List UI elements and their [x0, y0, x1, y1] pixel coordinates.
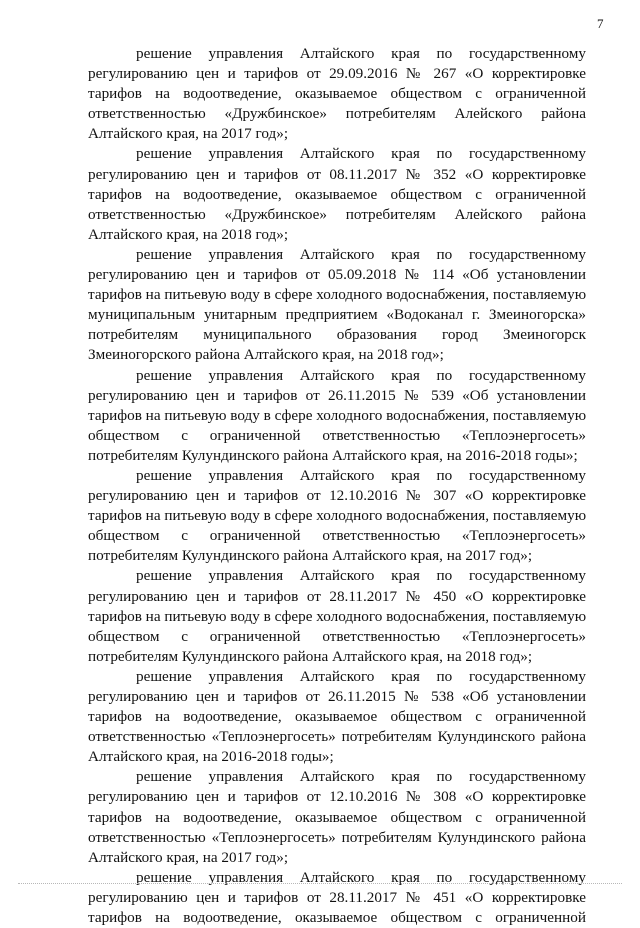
paragraph-line: муниципальным унитарным предприятием «Водоканал г. Змеиногорска» [88, 306, 586, 324]
paragraph-line: решение управления Алтайского края по государственному [136, 466, 586, 484]
paragraph-line: регулированию цен и тарифов от 29.09.2016 № 267 «О корректировке [88, 65, 586, 83]
paragraph-line: тарифов на водоотведение, оказываемое обществом с ограниченной [88, 85, 586, 103]
paragraph-line: решение управления Алтайского края по государственному [136, 868, 586, 886]
paragraph-line: тарифов на питьевую воду в сфере холодного водоснабжения, поставляемую [88, 607, 587, 625]
paragraph-line: регулированию цен и тарифов от 12.10.2016 № 308 «О корректировке [88, 788, 586, 806]
decision-paragraph [88, 366, 586, 466]
paragraph-line: обществом с ограниченной ответственностью «Теплоэнергосеть» [88, 527, 586, 545]
paragraph-line: решение управления Алтайского края по государственному [136, 366, 586, 384]
paragraph-line: обществом с ограниченной ответственностью «Теплоэнергосеть» [88, 426, 586, 444]
paragraph-line: потребителям Кулундинского района Алтайского края, на 2016-2018 годы»; [88, 446, 578, 464]
paragraph-line: потребителям Кулундинского района Алтайского края, на 2017 год»; [88, 547, 533, 565]
paragraph-line: решение управления Алтайского края по государственному [136, 768, 586, 786]
page-number: 7 [597, 16, 604, 31]
paragraph-line: решение управления Алтайского края по государственному [136, 245, 586, 263]
scan-edge-rule [18, 883, 622, 884]
paragraph-line: потребителям Кулундинского района Алтайского края, на 2018 год»; [88, 647, 533, 665]
paragraph-line: ответственностью «Дружбинское» потребителям Алейского района [88, 205, 586, 223]
paragraph-line: Алтайского края, на 2017 год»; [88, 848, 289, 866]
paragraph-line: тарифов на водоотведение, оказываемое обществом с ограниченной [88, 185, 586, 203]
paragraph-line: ответственностью «Теплоэнергосеть» потребителям Кулундинского района [88, 828, 586, 846]
decision-paragraph [88, 44, 586, 144]
paragraph-line: тарифов на водоотведение, оказываемое обществом с ограниченной [88, 808, 586, 826]
paragraph-line: решение управления Алтайского края по государственному [136, 145, 586, 163]
decision-paragraph [88, 245, 586, 366]
paragraph-line: ответственностью «Дружбинское» потребителям Алейского района [88, 105, 586, 123]
paragraph-line: обществом с ограниченной ответственностью «Теплоэнергосеть» [88, 627, 586, 645]
paragraph-line: Алтайского края, на 2017 год»; [88, 125, 289, 143]
paragraph-line: решение управления Алтайского края по государственному [136, 567, 586, 585]
paragraph-line: тарифов на питьевую воду в сфере холодного водоснабжения, поставляемую [88, 406, 587, 424]
decision-paragraph [88, 466, 586, 566]
paragraph-line: регулированию цен и тарифов от 28.11.2017 № 450 «О корректировке [88, 587, 586, 605]
decision-paragraph [88, 667, 586, 767]
paragraph-line: регулированию цен и тарифов от 26.11.2015 № 538 «Об установлении [88, 688, 586, 705]
paragraph-line: решение управления Алтайского края по государственному [136, 667, 586, 685]
paragraph-line: тарифов на водоотведение, оказываемое обществом с ограниченной [88, 909, 586, 927]
paragraph-line: ответственностью «Теплоэнергосеть» потребителям Кулундинского района [88, 728, 586, 746]
decision-paragraph [88, 566, 586, 666]
paragraph-line: потребителям муниципального образования город Змеиногорск [88, 326, 586, 344]
paragraph-line: решение управления Алтайского края по государственному [136, 45, 586, 62]
paragraph-line: тарифов на водоотведение, оказываемое обществом с ограниченной [88, 708, 586, 726]
paragraph-line: тарифов на питьевую воду в сфере холодного водоснабжения, поставляемую [88, 507, 587, 525]
paragraph-line: регулированию цен и тарифов от 05.09.2018 № 114 «Об установлении [88, 266, 586, 284]
paragraph-line: регулированию цен и тарифов от 12.10.2016 № 307 «О корректировке [88, 487, 586, 505]
decision-paragraph [88, 144, 586, 244]
paragraph-line: регулированию цен и тарифов от 28.11.2017 № 451 «О корректировке [88, 888, 586, 906]
document-body [88, 44, 586, 928]
paragraph-line: Алтайского края, на 2016-2018 годы»; [88, 748, 334, 766]
paragraph-line: Змеиногорского района Алтайского края, на 2018 год»; [88, 346, 444, 364]
paragraph-line: Алтайского края, на 2018 год»; [88, 225, 289, 243]
decision-paragraph [88, 767, 586, 867]
paragraph-line: регулированию цен и тарифов от 26.11.2015 № 539 «Об установлении [88, 386, 586, 404]
paragraph-line: тарифов на питьевую воду в сфере холодного водоснабжения, поставляемую [88, 286, 587, 304]
paragraph-line: регулированию цен и тарифов от 08.11.2017 № 352 «О корректировке [88, 165, 586, 183]
